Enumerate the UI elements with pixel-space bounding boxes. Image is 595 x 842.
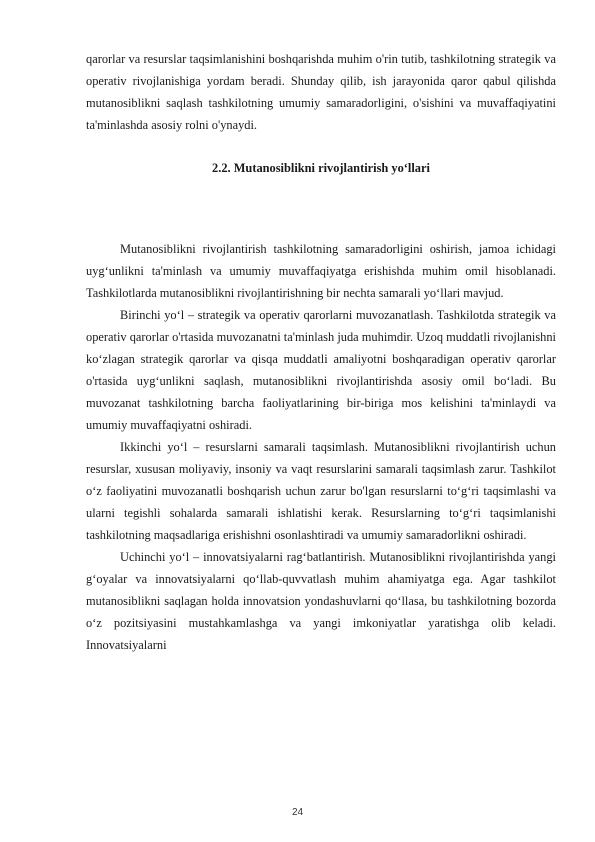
section-heading: 2.2. Mutanosiblikni rivojlantirish yo‘llari [212, 161, 430, 175]
paragraph-1: Mutanosiblikni rivojlantirish tashkilotning samaradorligini oshirish, jamoa ichidagi uyg‘unlikni ta'minlash va umumiy muvaffaqiyatga erishishda muhim omil hisoblanadi. Tashkilotlarda mutanosiblikni rivojlantirishning bir nechta samarali yo‘llari mavjud. [86, 242, 556, 300]
paragraph-2: Birinchi yo‘l – strategik va operativ qarorlarni muvozanatlash. Tashkilotda strategik va operativ qarorlar o'rtasida muvozanatni ta'minlash juda muhimdir. Uzoq muddatli rivojlanishni ko‘zlagan strategik qarorlar va qisqa muddatli amaliyotni boshqaradigan operativ qarorlar o'rtasida uyg‘unlikni saqlash, mutanosiblikni rivojlantirishda asosiy omil bo‘ladi. Bu muvozanat tashkilotning barcha faoliyatlarining bir-biriga mos kelishini ta'minlaydi va umumiy muvaffaqiyatni oshiradi. [86, 308, 556, 432]
paragraph-3: Ikkinchi yo‘l – resurslarni samarali taqsimlash. Mutanosiblikni rivojlantirish uchun resurslar, xususan moliyaviy, insoniy va vaqt resurslarini samarali taqsimlash zarur. Tashkilot o‘z faoliyatini muvozanatli boshqarish uchun zarur bo'lgan resurslarni to‘g‘ri taqsimlashi va ularni tegishli sohalarda samarali ishlatishi kerak. Resurslarning to‘g‘ri taqsimlanishi tashkilotning maqsadlariga erishishni osonlashtiradi va umumiy samaradorlikni oshiradi. [86, 440, 556, 542]
paragraph-4: Uchinchi yo‘l – innovatsiyalarni rag‘batlantirish. Mutanosiblikni rivojlantirishda yangi g‘oyalar va innovatsiyalarni qo‘llab-quvvatlash muhim ahamiyatga ega. Agar tashkilot mutanosiblikni saqlagan holda innovatsion yondashuvlarni qo‘llasa, bu tashkilotning bozorda o‘z pozitsiyasini mustahkamlashga va yangi imkoniyatlar yaratishga olib keladi. Innovatsiyalarni [86, 550, 556, 652]
page-content [86, 48, 556, 656]
intro-paragraph: qarorlar va resurslar taqsimlanishini boshqarishda muhim o'rin tutib, tashkilotning strategik va operativ rivojlanishiga yordam beradi. Shunday qilib, ish jarayonida qaror qabul qilishda mutanosiblikni saqlash tashkilotning umumiy samaradorligini, o'sishini va muvaffaqiyatini ta'minlashda asosiy rolni o'ynaydi. [86, 52, 556, 132]
page-number: 24 [291, 807, 304, 818]
